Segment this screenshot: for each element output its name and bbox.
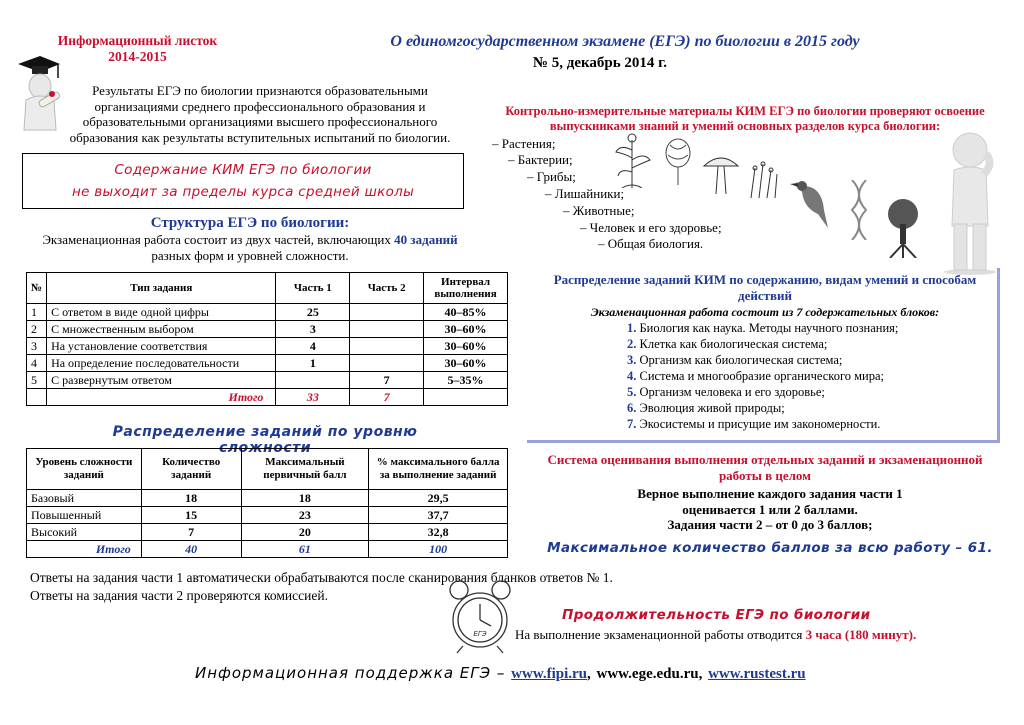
table-cell: 4	[276, 338, 350, 355]
table-total-row	[27, 541, 508, 558]
col-header-max-score: Максимальный первичный балл	[241, 449, 369, 490]
table-row	[27, 507, 508, 524]
section-item: – Грибы;	[527, 169, 576, 184]
evaluation-text	[560, 486, 980, 533]
table-cell: С множественным выбором	[47, 321, 276, 338]
thinking-person-icon	[940, 130, 1000, 275]
evaluation-line-3: Задания части 2 – от 0 до 3 баллов;	[667, 517, 873, 532]
duration-title: Продолжительность ЕГЭ по биологии	[562, 607, 871, 623]
table-cell	[350, 338, 424, 355]
lichen-icon	[745, 160, 785, 200]
block-text: Клетка как биологическая система;	[639, 337, 828, 351]
table-row	[27, 304, 508, 321]
col-header-part2: Часть 2	[350, 273, 424, 304]
link-ege[interactable]: www.ege.edu.ru	[596, 666, 699, 682]
block-number: 6.	[627, 401, 637, 415]
section-item: – Лишайники;	[545, 186, 625, 201]
block-text: Биология как наука. Методы научного познания;	[639, 321, 899, 335]
table-cell: 40–85%	[424, 304, 508, 321]
table-cell: 4	[27, 355, 47, 372]
table-cell: 18	[141, 490, 241, 507]
table-cell: 23	[241, 507, 369, 524]
table-cell: 3	[27, 338, 47, 355]
block-item	[627, 353, 842, 368]
total-part2: 7	[350, 389, 424, 406]
block-number: 1.	[627, 321, 637, 335]
content-line-2: не выходит за пределы курса средней школы	[71, 184, 415, 200]
structure-text-after: разных форм и уровней сложности.	[151, 248, 349, 263]
link-fipi[interactable]: www.fipi.ru	[511, 666, 587, 682]
kim-title: Контрольно-измерительные материалы КИМ ЕГЭ по биологии проверяют освоение выпускниками знаний и умений основных разделов курса биологии:	[505, 104, 985, 133]
complexity-header-row	[27, 449, 508, 490]
issue-number: № 5, декабрь 2014 г.	[532, 55, 668, 71]
block-number: 5.	[627, 385, 637, 399]
duration-highlight: 3 часа (180 минут).	[805, 627, 917, 642]
block-number: 2.	[627, 337, 637, 351]
table-cell: 2	[27, 321, 47, 338]
complexity-title: Распределение заданий по уровню сложности	[112, 424, 418, 456]
answers-line-1: Ответы на задания части 1 автоматически обрабатываются после сканирования бланков ответов № 1.	[30, 570, 613, 585]
section-item: – Человек и его здоровье;	[580, 220, 722, 235]
distribution-subtitle: Экзаменационная работа состоит из 7 содержательных блоков:	[590, 305, 940, 319]
table-cell: 20	[241, 524, 369, 541]
max-score: Максимальное количество баллов за всю работу – 61.	[547, 540, 993, 556]
block-text: Организм человека и его здоровье;	[639, 385, 825, 399]
block-text: Организм как биологическая система;	[639, 353, 843, 367]
table-cell: 15	[141, 507, 241, 524]
col-header-count: Количество заданий	[141, 449, 241, 490]
col-header-type: Тип задания	[47, 273, 276, 304]
info-years: 2014-2015	[108, 49, 167, 64]
table-cell: 30–60%	[424, 338, 508, 355]
col-header-level: Уровень сложности заданий	[27, 449, 142, 490]
table-total-row	[27, 389, 508, 406]
table-row	[27, 372, 508, 389]
plant-icon	[608, 130, 656, 188]
table-cell	[350, 304, 424, 321]
table-row	[27, 321, 508, 338]
table-cell	[424, 389, 508, 406]
table-cell	[350, 321, 424, 338]
block-item	[627, 401, 785, 416]
table-cell	[27, 389, 47, 406]
evaluation-line-1: Верное выполнение каждого задания части 1	[637, 486, 903, 501]
main-title: О единомгосударственном экзамене (ЕГЭ) по биологии в 2015 году	[390, 33, 860, 50]
table-cell: 5–35%	[424, 372, 508, 389]
footer	[195, 664, 915, 683]
table-cell: 7	[350, 372, 424, 389]
table-cell: 18	[241, 490, 369, 507]
table-cell: На определение последовательности	[47, 355, 276, 372]
total-label: Итого	[27, 541, 142, 558]
content-box	[22, 153, 464, 209]
answers-line-2: Ответы на задания части 2 проверяются комиссией.	[30, 588, 328, 603]
duration-text	[515, 627, 995, 643]
block-text: Система и многообразие органического мира;	[639, 369, 885, 383]
distribution-title: Распределение заданий КИМ по содержанию, видам умений и способам действий	[553, 272, 977, 303]
duration-text-main: На выполнение экзаменационной работы отводится	[515, 627, 806, 642]
block-text: Экосистемы и присущие им закономерности.	[639, 417, 881, 431]
table-cell: 37,7	[369, 507, 508, 524]
table-row	[27, 490, 508, 507]
block-number: 4.	[627, 369, 637, 383]
table-cell	[350, 355, 424, 372]
structure-title: Структура ЕГЭ по биологии:	[150, 215, 350, 231]
tasks-header-row	[27, 273, 508, 304]
table-cell: На установление соответствия	[47, 338, 276, 355]
block-item	[627, 321, 898, 336]
col-header-part1: Часть 1	[276, 273, 350, 304]
table-row	[27, 338, 508, 355]
table-cell: 25	[276, 304, 350, 321]
table-cell	[276, 372, 350, 389]
table-cell: 7	[141, 524, 241, 541]
total-label: Итого	[47, 389, 276, 406]
structure-text-before: Экзаменационная работа состоит из двух частей, включающих	[42, 232, 395, 247]
col-header-interval: Интервал выполнения	[424, 273, 508, 304]
block-item	[627, 337, 827, 352]
table-cell: Базовый	[27, 490, 142, 507]
table-cell: 5	[27, 372, 47, 389]
content-line-1: Содержание КИМ ЕГЭ по биологии	[114, 162, 372, 178]
col-header-num: №	[27, 273, 47, 304]
col-header-percent: % максимального балла за выполнение заданий	[369, 449, 508, 490]
mushroom-icon	[700, 150, 742, 194]
block-item	[627, 417, 880, 432]
table-cell: Высокий	[27, 524, 142, 541]
table-cell: С развернутым ответом	[47, 372, 276, 389]
table-cell: 1	[276, 355, 350, 372]
section-item: – Растения;	[492, 136, 556, 151]
alarm-clock-icon	[445, 580, 515, 655]
table-cell: 29,5	[369, 490, 508, 507]
complexity-table	[26, 448, 508, 558]
table-cell: 1	[27, 304, 47, 321]
table-cell: 30–60%	[424, 355, 508, 372]
link-rustest[interactable]: www.rustest.ru	[708, 666, 806, 682]
info-header	[40, 33, 235, 65]
footer-sep: ,	[698, 666, 709, 682]
tree-icon	[878, 198, 928, 258]
evaluation-title: Система оценивания выполнения отдельных заданий и экзаменационной работы в целом	[547, 452, 983, 483]
info-title: Информационный листок	[57, 33, 218, 48]
block-number: 7.	[627, 417, 637, 431]
total-count: 40	[141, 541, 241, 558]
block-item	[627, 385, 825, 400]
clock-label: ЕГЭ	[473, 630, 487, 638]
table-cell: 30–60%	[424, 321, 508, 338]
dna-icon	[848, 180, 870, 240]
bird-icon	[788, 170, 833, 230]
total-score: 61	[241, 541, 369, 558]
table-cell: Повышенный	[27, 507, 142, 524]
block-item	[627, 369, 884, 384]
results-text: Результаты ЕГЭ по биологии признаются образовательными организациями среднего профессионального образования и образовательными организациями высшего профессионального образования как результаты вступительных испытаний по биологии.	[69, 83, 451, 145]
tasks-table	[26, 272, 508, 406]
table-cell: С ответом в виде одной цифры	[47, 304, 276, 321]
block-number: 3.	[627, 353, 637, 367]
section-item: – Животные;	[563, 203, 635, 218]
table-cell: 32,8	[369, 524, 508, 541]
section-item: – Общая биология.	[598, 236, 704, 251]
table-row	[27, 524, 508, 541]
total-part1: 33	[276, 389, 350, 406]
structure-text	[40, 232, 460, 264]
structure-highlight: 40 заданий	[394, 232, 458, 247]
table-row	[27, 355, 508, 372]
footer-sep: ,	[587, 666, 597, 682]
total-percent: 100	[369, 541, 508, 558]
bacteria-icon	[660, 135, 696, 185]
evaluation-line-2: оценивается 1 или 2 баллами.	[682, 501, 858, 517]
footer-text: Информационная поддержка ЕГЭ –	[195, 664, 512, 682]
section-item: – Бактерии;	[508, 152, 573, 167]
table-cell: 3	[276, 321, 350, 338]
block-text: Эволюция живой природы;	[639, 401, 785, 415]
